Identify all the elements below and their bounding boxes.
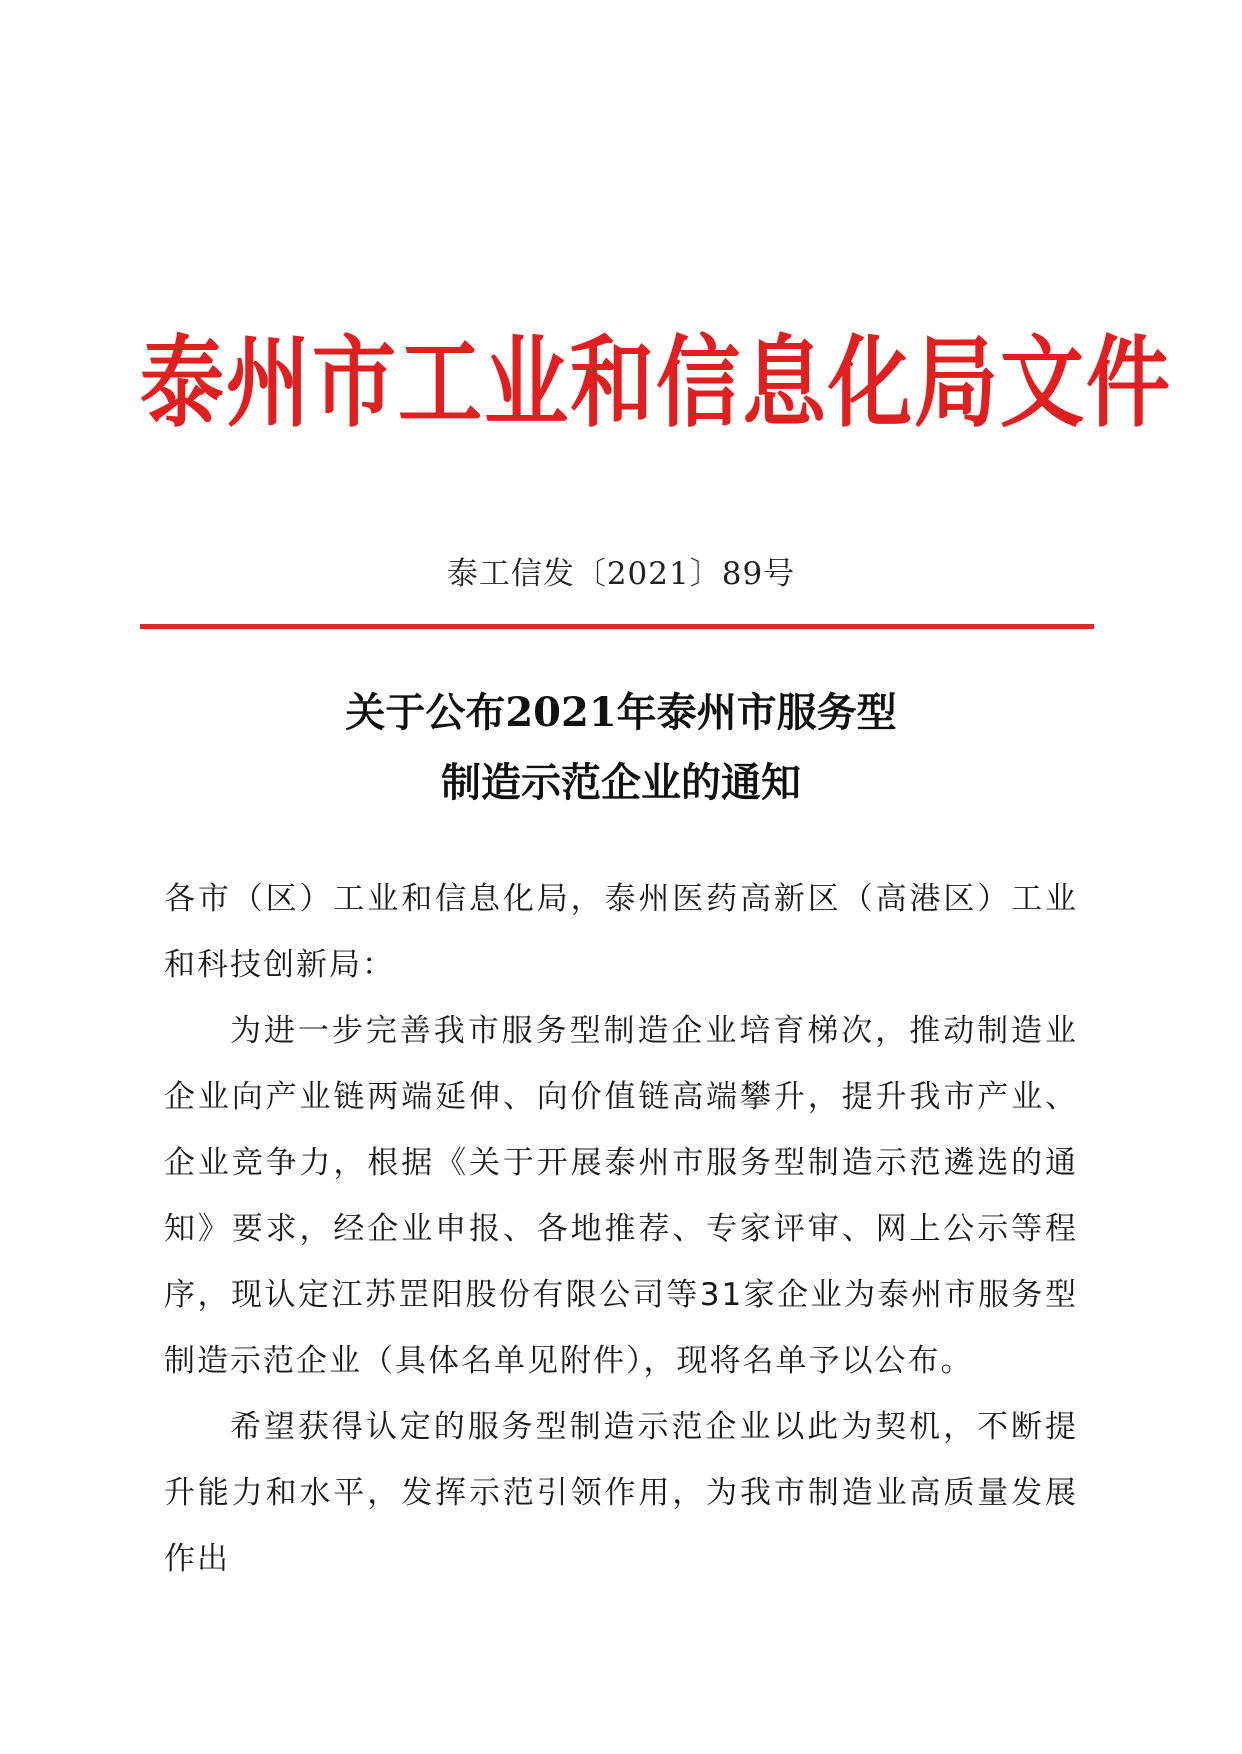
document-number: 泰工信发〔2021〕89号 <box>446 556 796 592</box>
red-divider-line <box>140 624 1094 629</box>
addressee: 各市（区）工业和信息化局，泰州医药高新区（高港区）工业和科技创新局： <box>164 881 1078 983</box>
notice-title-line-1: 关于公布2021年泰州市服务型 <box>345 689 897 736</box>
body-paragraph-2: 希望获得认定的服务型制造示范企业以此为契机，不断提升能力和水平，发挥示范引领作用，为我市制造业高质量发展作出 <box>164 1409 1078 1577</box>
notice-title <box>0 678 1242 818</box>
notice-title-line-2: 制造示范企业的通知 <box>441 759 801 806</box>
body-paragraph-1: 为进一步完善我市服务型制造企业培育梯次，推动制造业企业向产业链两端延伸、向价值链高端攀升，提升我市产业、企业竞争力，根据《关于开展泰州市服务型制造示范遴选的通知》要求，经企业申报、各地推荐、专家评审、网上公示等程序，现认定江苏罡阳股份有限公司等31家企业为泰州市服务型制造示范企业（具体名单见附件），现将名单予以公布。 <box>164 1013 1078 1379</box>
notice-body <box>164 866 1078 1592</box>
letterhead-title: 泰州市工业和信息化局文件 <box>140 325 1173 441</box>
